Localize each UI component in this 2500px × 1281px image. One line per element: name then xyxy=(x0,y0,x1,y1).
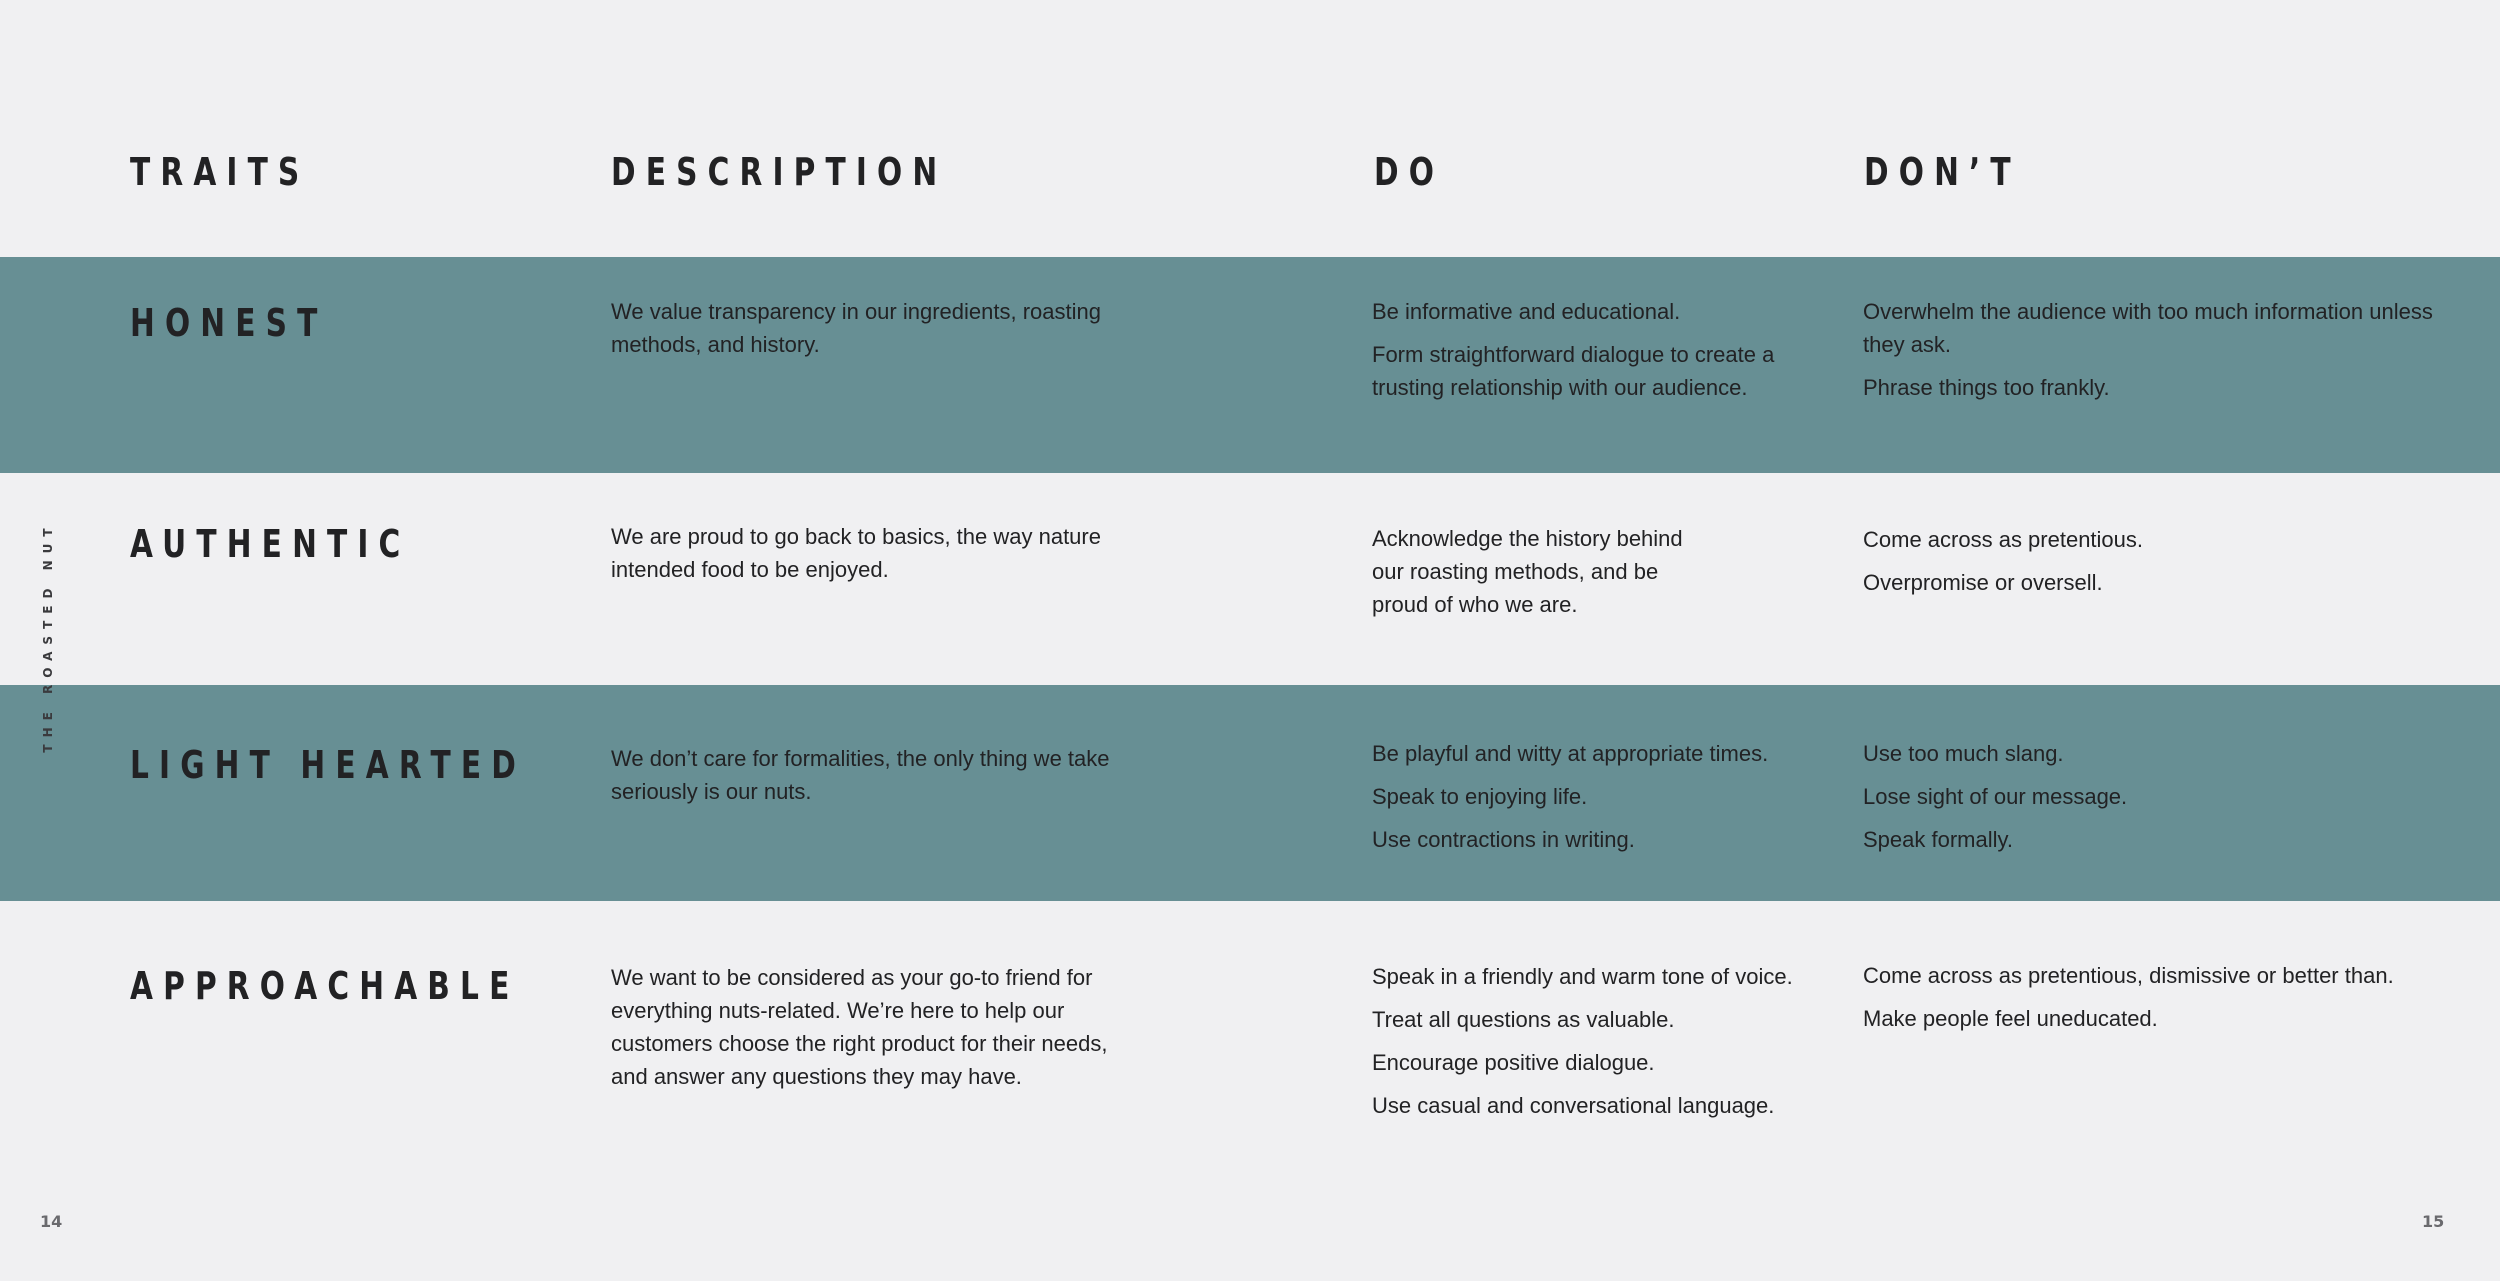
do-item: Encourage positive dialogue. xyxy=(1372,1050,1655,1075)
heading-description: DESCRIPTION xyxy=(611,150,948,194)
do-list-authentic xyxy=(1372,522,1712,631)
dont-item: Overwhelm the audience with too much information unless they ask. xyxy=(1863,299,2433,357)
do-item: Speak to enjoying life. xyxy=(1372,784,1588,809)
dont-item: Lose sight of our message. xyxy=(1863,784,2128,809)
dont-item: Use too much slang. xyxy=(1863,741,2064,766)
do-item: Treat all questions as valuable. xyxy=(1372,1007,1675,1032)
dont-item: Come across as pretentious. xyxy=(1863,527,2144,552)
do-item: Be informative and educational. xyxy=(1372,299,1681,324)
dont-list-approachable xyxy=(1863,959,2463,1045)
do-item: Use casual and conversational language. xyxy=(1372,1093,1775,1118)
description-authentic: We are proud to go back to basics, the way nature intended food to be enjoyed. xyxy=(611,524,1101,582)
do-item: Form straightforward dialogue to create a trusting relationship with our audience. xyxy=(1372,342,1775,400)
dont-list-light-hearted xyxy=(1863,737,2463,866)
dont-list-authentic xyxy=(1863,523,2463,609)
description-light-hearted: We don’t care for formalities, the only thing we take seriously is our nuts. xyxy=(611,746,1110,804)
heading-dont: DON’T xyxy=(1864,150,2021,194)
do-list-honest xyxy=(1372,295,1842,414)
heading-do: DO xyxy=(1374,150,1445,194)
trait-authentic: AUTHENTIC xyxy=(130,522,411,566)
do-item: Be playful and witty at appropriate times. xyxy=(1372,741,1769,766)
dont-item: Speak formally. xyxy=(1863,827,2013,852)
do-item: Use contractions in writing. xyxy=(1372,827,1635,852)
trait-light-hearted: LIGHT HEARTED xyxy=(130,743,526,787)
trait-approachable: APPROACHABLE xyxy=(130,964,520,1008)
dont-list-honest xyxy=(1863,295,2463,414)
dont-item: Make people feel uneducated. xyxy=(1863,1006,2158,1031)
description-approachable: We want to be considered as your go-to friend for everything nuts-related. We’re here to help our customers choose the right product for their needs, and answer any questions they may have. xyxy=(611,965,1108,1089)
trait-honest: HONEST xyxy=(130,301,328,345)
heading-traits: TRAITS xyxy=(130,150,310,194)
do-item: Acknowledge the history behind our roasting methods, and be proud of who we are. xyxy=(1372,526,1683,617)
brand-side-label: THE ROASTED NUT xyxy=(41,521,55,753)
dont-item: Phrase things too frankly. xyxy=(1863,375,2110,400)
do-list-light-hearted xyxy=(1372,737,1842,866)
dont-item: Overpromise or oversell. xyxy=(1863,570,2103,595)
description-honest: We value transparency in our ingredients, roasting methods, and history. xyxy=(611,299,1101,357)
do-item: Speak in a friendly and warm tone of voice. xyxy=(1372,964,1793,989)
dont-item: Come across as pretentious, dismissive or better than. xyxy=(1863,963,2394,988)
do-list-approachable xyxy=(1372,960,1842,1132)
page-number-right: 15 xyxy=(2422,1212,2445,1231)
page-number-left: 14 xyxy=(40,1212,63,1231)
